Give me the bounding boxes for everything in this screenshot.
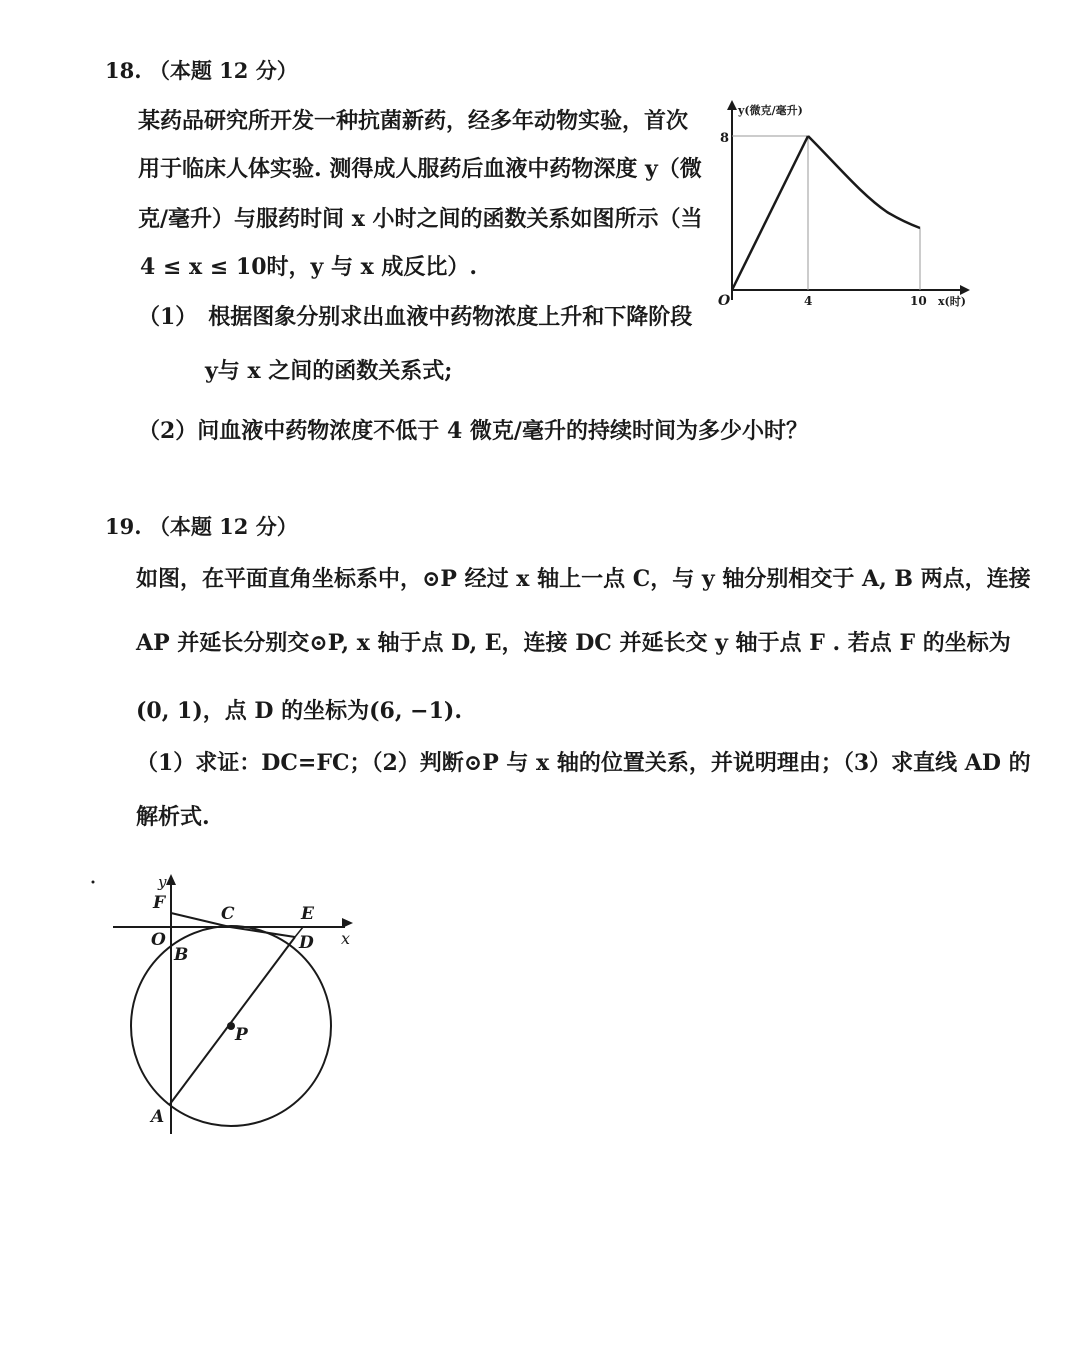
q19-questions: （1）求证：DC=FC；（2）判断⊙P 与 x 轴的位置关系，并说明理由；（3）求直线 AD 的 <box>136 750 1031 776</box>
y-tick-8: 8 <box>720 131 730 146</box>
q19-line-3: (0, 1)，点 D 的坐标为(6, −1). <box>136 698 462 724</box>
label-e: E <box>301 904 314 924</box>
label-p: P <box>235 1025 248 1045</box>
q18-line-1: 某药品研究所开发一种抗菌新药，经多年动物实验，首次 <box>138 108 689 134</box>
y-axis-arrow <box>166 874 176 885</box>
x-tick-10: 10 <box>910 294 927 308</box>
label-x: x <box>341 929 351 948</box>
label-y: y <box>158 873 167 891</box>
q18-heading: 18. （本题 12 分） <box>105 58 298 83</box>
segment-cd <box>230 927 295 937</box>
stray-dot <box>92 881 95 884</box>
q19-heading: 19. （本题 12 分） <box>105 514 298 539</box>
label-f: F <box>153 893 166 913</box>
x-axis-arrow <box>960 285 970 295</box>
q18-part2: （2）问血液中药物浓度不低于 4 微克/毫升的持续时间为多少小时？ <box>138 418 808 444</box>
label-o: O <box>151 930 166 950</box>
center-point-p <box>227 1022 235 1030</box>
q19-line-1: 如图，在平面直角坐标系中，⊙P 经过 x 轴上一点 C，与 y 轴分别相交于 A, B 两点，连接 <box>136 566 1031 592</box>
rising-segment <box>732 136 808 290</box>
q18-part1-line-2: y与 x 之间的函数关系式; <box>205 358 453 384</box>
q18-line-3: 克/毫升）与服药时间 x 小时之间的函数关系如图所示（当 <box>138 206 703 232</box>
q18-line-2: 用于临床人体实验. 测得成人服药后血液中药物深度 y（微 <box>138 156 702 182</box>
x-axis-arrow <box>342 918 353 928</box>
q19-questions-cont: 解析式. <box>136 804 210 830</box>
label-b: B <box>174 945 189 965</box>
y-axis-label: y(微克/毫升) <box>738 104 803 117</box>
q18-concentration-graph <box>712 100 972 310</box>
falling-curve <box>808 136 920 228</box>
x-axis-label: x(时) <box>938 295 966 308</box>
label-d: D <box>299 933 314 953</box>
x-tick-4: 4 <box>804 294 813 308</box>
q18-line-4: 4 ≤ x ≤ 10时，y 与 x 成反比）. <box>140 254 478 280</box>
label-a: A <box>151 1107 165 1127</box>
q19-line-2: AP 并延长分别交⊙P, x 轴于点 D, E，连接 DC 并延长交 y 轴于点 F . 若点 F 的坐标为 <box>136 630 1011 656</box>
y-axis-arrow <box>727 100 737 110</box>
q18-part1-line-1: （1） 根据图象分别求出血液中药物浓度上升和下降阶段 <box>138 304 693 330</box>
origin-label: O <box>718 293 731 309</box>
label-c: C <box>221 904 235 924</box>
q19-circle-figure <box>105 870 385 1140</box>
segment-ad <box>170 937 295 1104</box>
